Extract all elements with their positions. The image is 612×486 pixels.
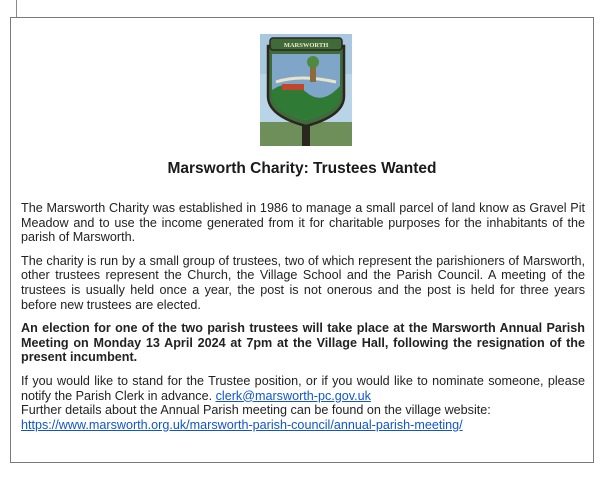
paragraph-election: An election for one of the two parish trustees will take place at the Marsworth Annual Parish Meeting on Monday 13 April 2024 at 7pm at the Village Hall, following the resignation of the present incumbent. bbox=[21, 321, 585, 365]
contact-text: If you would like to stand for the Trustee position, or if you would like to nominate someone, please notify the Parish Clerk in advance. bbox=[21, 373, 585, 403]
page-edge-line bbox=[16, 0, 17, 18]
clerk-email-link[interactable]: clerk@marsworth-pc.gov.uk bbox=[215, 388, 371, 403]
notice-title: Marsworth Charity: Trustees Wanted bbox=[167, 160, 437, 177]
paragraph-trustees: The charity is run by a small group of trustees, two of which represent the parishioners of Marsworth, other trustees represent the Church, the Village School and the Parish Council. A meeting of the trustees is usually held once a year, the post is not onerous and the post is held for three years before new trustees are elected. bbox=[21, 253, 585, 312]
paragraph-history: The Marsworth Charity was established in 1986 to manage a small parcel of land know as Gravel Pit Meadow and to use the income generated from it for charitable purposes for the inhabitants of the parish of Marsworth. bbox=[21, 201, 585, 245]
notice-box bbox=[10, 17, 594, 463]
village-sign-image bbox=[260, 34, 352, 146]
further-details-text: Further details about the Annual Parish meeting can be found on the village website: bbox=[21, 403, 491, 418]
notice-body bbox=[21, 201, 585, 441]
paragraph-contact bbox=[21, 374, 585, 432]
sign-lettering: MARSWORTH bbox=[283, 42, 329, 49]
website-link[interactable]: https://www.marsworth.org.uk/marsworth-parish-council/annual-parish-meeting/ bbox=[21, 417, 463, 432]
